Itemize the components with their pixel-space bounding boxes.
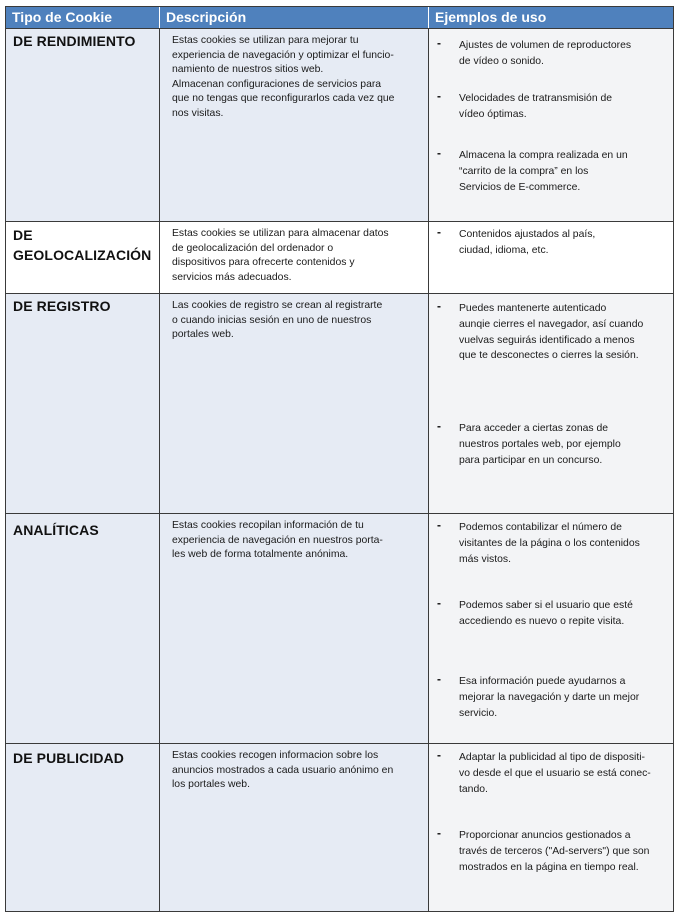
table-row: ANALÍTICAS Estas cookies recopilan información de tu experiencia de navegación en nuestros porta- les web de forma totalmente anónima. - Podemos contabilizar el número de visitantes de la página o los contenidos más vistos. - Podemos saber si el usuario que esté accediendo es nuevo o repite visita. - Esa información puede ayudarnos a mejorar la navegación y darte un mejor servicio. <box>6 514 673 744</box>
header-description: Descripción <box>159 7 428 28</box>
cookie-type: DE REGISTRO <box>13 298 111 314</box>
bullet-dash: - <box>437 518 441 532</box>
table-row: DE GEOLOCALIZACIÓN Estas cookies se utilizan para almacenar datos de geolocalización del ordenador o dispositivos para ofrecerte contenidos y servicios más adecuados. - Contenidos ajustados al país, ciudad, idioma, etc. <box>6 222 673 294</box>
bullet-dash: - <box>437 299 441 313</box>
header-type: Tipo de Cookie <box>12 9 113 25</box>
table-row: DE RENDIMIENTO Estas cookies se utilizan para mejorar tu experiencia de navegación y optimizar el funcio- namiento de nuestros sitios web. Almacenan configuraciones de servicios para que no tengas que reconfigurarlos cada vez que nos visitas. - Ajustes de volumen de reproductores de vídeo o sonido. - Velocidades de tratransmisión de vídeo óptimas. - Almacena la compra realizada en un “carrito de la compra” en los Servicios de E-commerce. <box>6 29 673 222</box>
cookie-description: Estas cookies se utilizan para mejorar tu experiencia de navegación y optimizar el funcio- namiento de nuestros sitios web. Almacenan configuraciones de servicios para que no tengas que reconfigurarlos cada vez que nos visitas. <box>172 35 395 119</box>
bullet-dash: - <box>437 748 441 762</box>
table-header <box>6 7 673 29</box>
bullet-dash: - <box>437 596 441 610</box>
bullet-dash: - <box>437 89 441 103</box>
table-row: DE REGISTRO Las cookies de registro se crean al registrarte o cuando inicias sesión en uno de nuestros portales web. - Puedes mantenerte autenticado aunqie cierres el navegador, así cuando vuelvas seguirás identificado a menos que te desconectes o cierres la sesión. - Para acceder a ciertas zonas de nuestros portales web, por ejemplo para participar en un concurso. <box>6 294 673 514</box>
cookie-description: Estas cookies se utilizan para almacenar datos de geolocalización del ordenador o dispositivos para ofrecerte contenidos y servicios más adecuados. <box>172 228 389 283</box>
cookie-type: DE RENDIMIENTO <box>13 33 136 49</box>
header-examples: Ejemplos de uso <box>428 7 673 28</box>
bullet-dash: - <box>437 36 441 50</box>
cookie-description: Estas cookies recogen informacion sobre los anuncios mostrados a cada usuario anónimo en los portales web. <box>172 750 394 791</box>
cookie-description: Las cookies de registro se crean al registrarte o cuando inicias sesión en uno de nuestros portales web. <box>172 300 383 341</box>
bullet-dash: - <box>437 419 441 433</box>
bullet-dash: - <box>437 672 441 686</box>
cookie-type: ANALÍTICAS <box>13 522 99 538</box>
cookie-type: DE PUBLICIDAD <box>13 750 124 766</box>
table-row: DE PUBLICIDAD Estas cookies recogen informacion sobre los anuncios mostrados a cada usuario anónimo en los portales web. - Adaptar la publicidad al tipo de dispositi- vo desde el que el usuario se está conec- tando. - Proporcionar anuncios gestionados a través de terceros ("Ad-servers") que son mostrados en la página en tiempo real. <box>6 744 673 912</box>
bullet-dash: - <box>437 826 441 840</box>
bullet-dash: - <box>437 225 441 239</box>
bullet-dash: - <box>437 146 441 160</box>
cookie-type: DE GEOLOCALIZACIÓN <box>13 227 152 263</box>
cookie-table <box>5 6 674 912</box>
cookie-description: Estas cookies recopilan información de tu experiencia de navegación en nuestros porta- les web de forma totalmente anónima. <box>172 520 383 561</box>
